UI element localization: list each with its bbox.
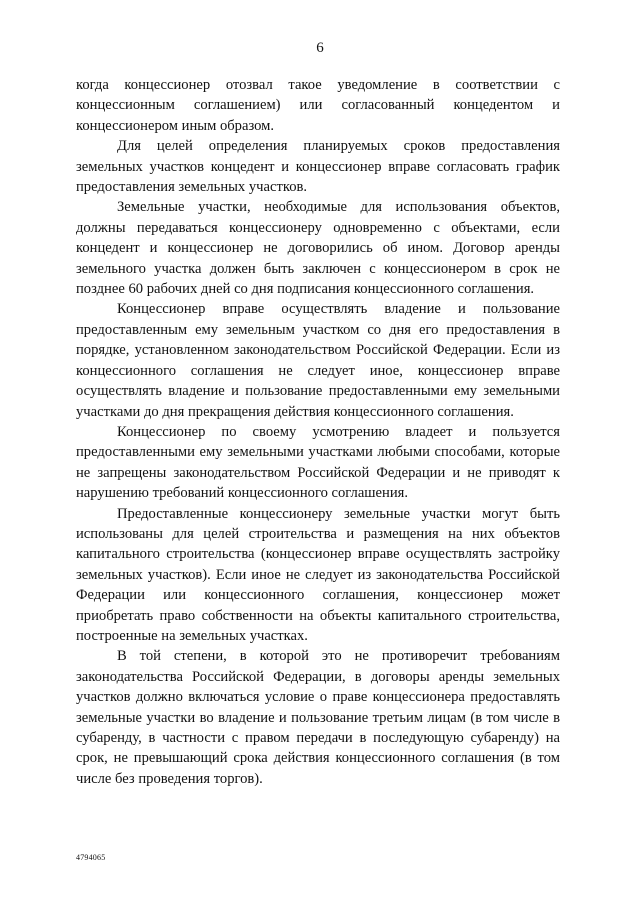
paragraph: Земельные участки, необходимые для использования объектов, должны передаваться концессионеру одновременно с объектами, если концедент и концессионер не договорились об ином. Договор аренды земельного участка должен быть заключен с концессионером в срок не позднее 60 рабочих дней со дня подписания концессионного соглашения. xyxy=(76,199,560,298)
paragraph: В той степени, в которой это не противоречит требованиям законодательства Российской Федерации, в договоры аренды земельных участков должно включаться условие о праве концессионера предоставлять земельные участки во владение и пользование третьим лицам (в том числе в субаренду, в частности с правом передачи в последующую субаренду) на срок, не превышающий срока действия концессионного соглашения (в том числе без проведения торгов). xyxy=(76,648,560,787)
paragraph-continuation: когда концессионер отозвал такое уведомление в соответствии с концессионным соглашением) или согласованный концедентом и концессионером иным образом. xyxy=(76,77,560,134)
document-body xyxy=(76,75,560,789)
page-number: 6 xyxy=(316,40,324,56)
paragraph: Концессионер вправе осуществлять владение и пользование предоставленным ему земельным участком со дня его предоставления в порядке, установленном законодательством Российской Федерации. Если из концессионного соглашения не следует иное, концессионер вправе осуществлять владение и пользование предоставленными ему земельными участками до дня прекращения действия концессионного соглашения. xyxy=(76,301,560,420)
paragraph: Для целей определения планируемых сроков предоставления земельных участков концедент и концессионер вправе согласовать график предоставления земельных участков. xyxy=(76,138,560,196)
document-code: 4794065 xyxy=(76,853,106,862)
paragraph: Концессионер по своему усмотрению владеет и пользуется предоставленными ему земельными участками любыми способами, которые не запрещены законодательством Российской Федерации и не приводят к нарушению требований концессионного соглашения. xyxy=(76,423,560,502)
paragraph: Предоставленные концессионеру земельные участки могут быть использованы для целей строительства и размещения на них объектов капитального строительства (концессионер вправе осуществлять застройку земельных участков). Если иное не следует из законодательства Российской Федерации или концессионного соглашения, концессионер может приобретать право собственности на объекты капитального строительства, построенные на земельных участках. xyxy=(76,505,560,644)
